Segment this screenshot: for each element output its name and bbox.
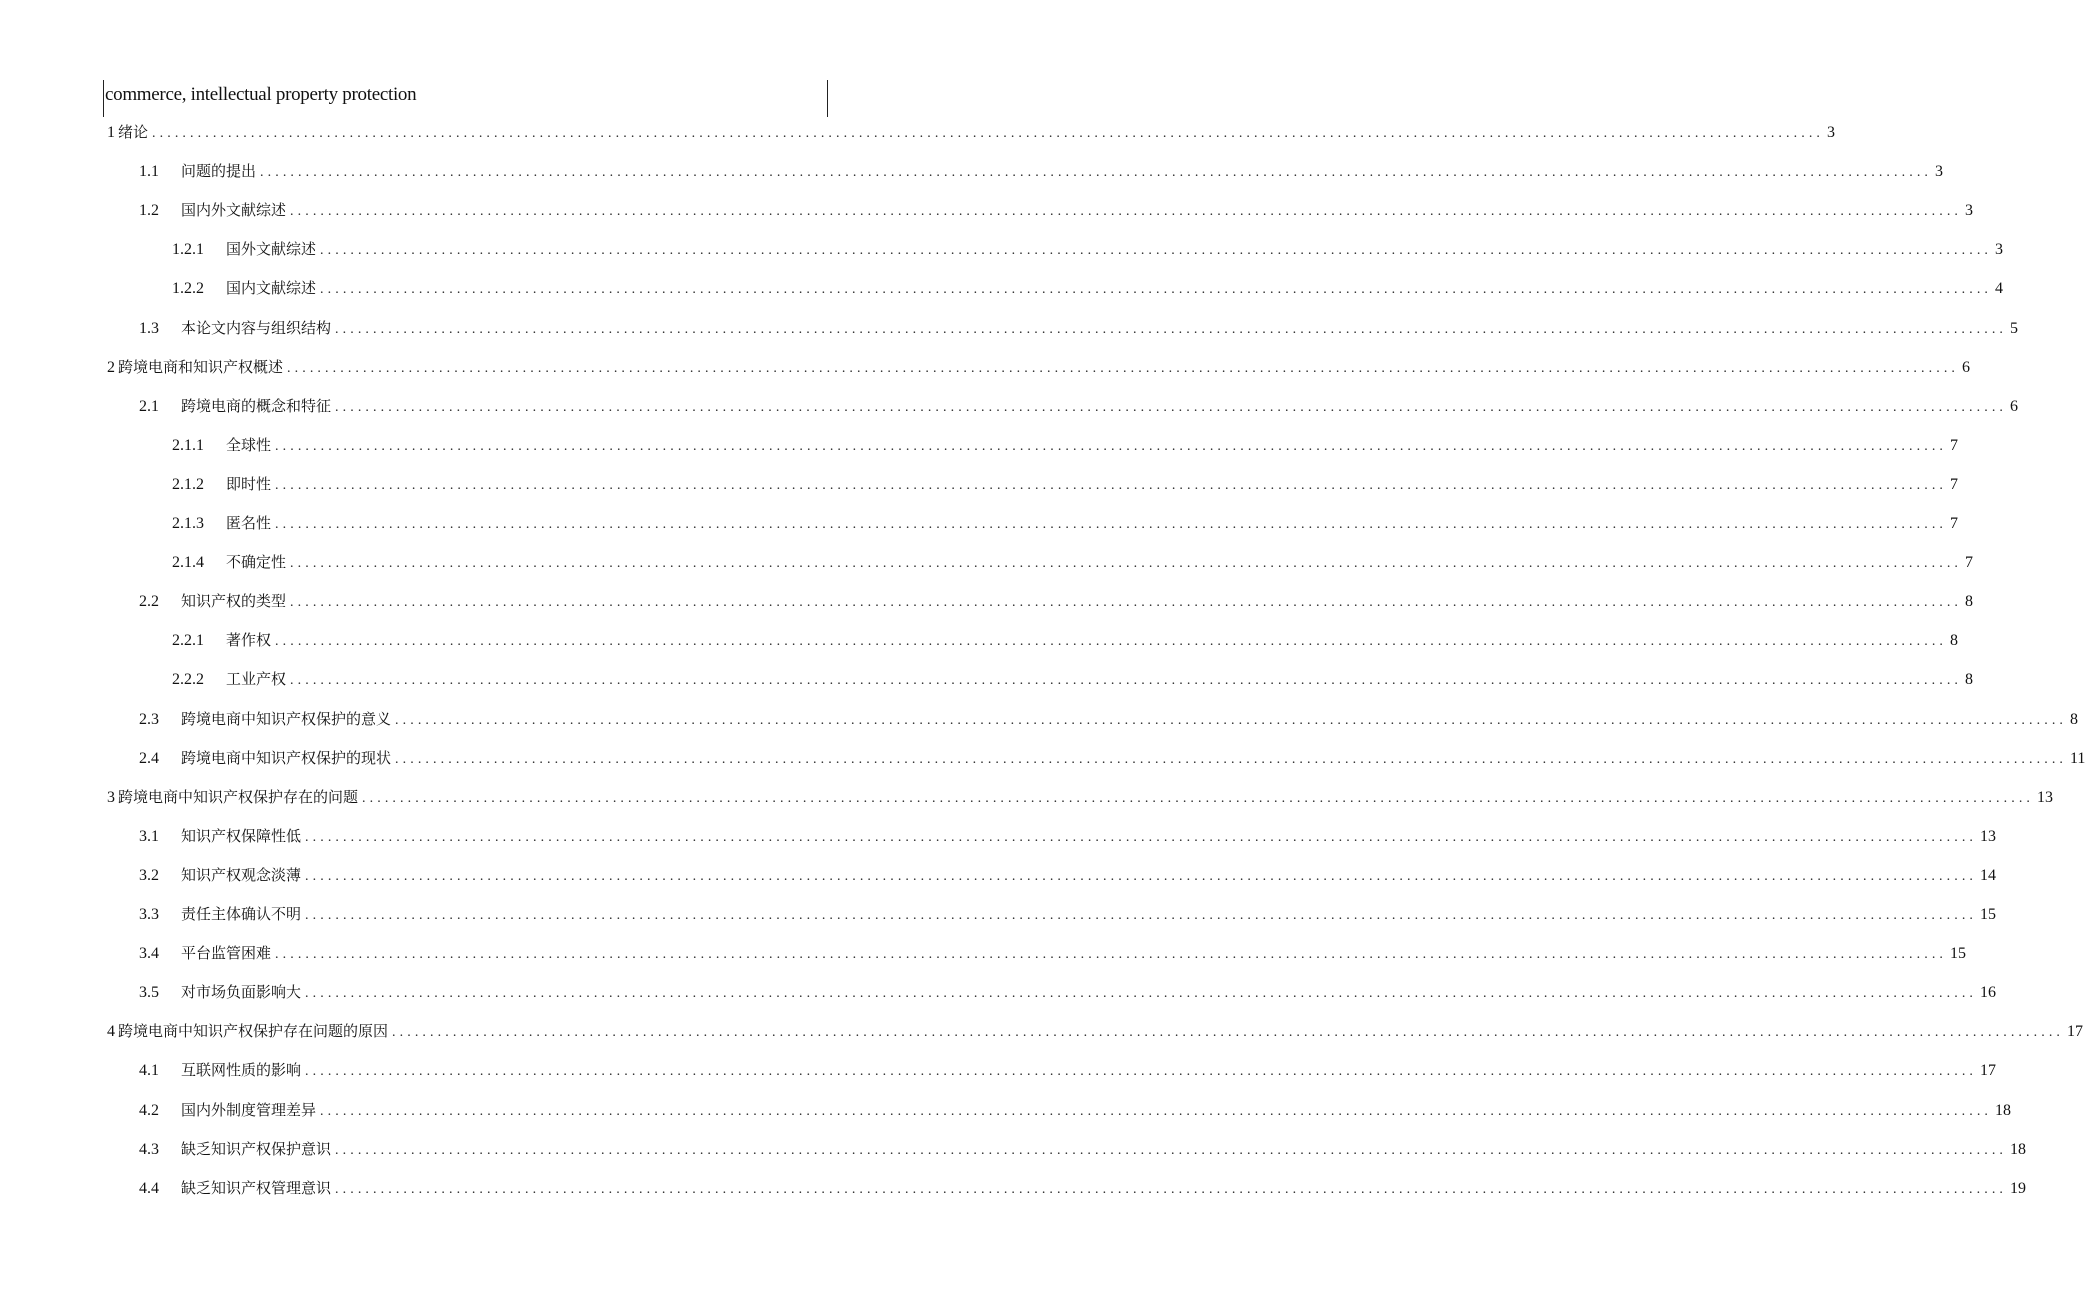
toc-entry[interactable] <box>139 393 2019 419</box>
toc-entry-title: 国外文献综述 <box>226 240 317 259</box>
toc-dot-leader: ............................................................................................................................................................................................................................ <box>275 634 1948 650</box>
toc-entry-number: 1 <box>107 124 115 141</box>
toc-entry-title: 知识产权保障性低 <box>181 826 302 845</box>
toc-entry-title: 国内外文献综述 <box>181 201 287 220</box>
toc-entry-number: 3 <box>107 788 115 806</box>
toc-entry-page: 6 <box>1962 358 1971 376</box>
toc-entry-title: 跨境电商和知识产权概述 <box>118 357 284 376</box>
toc-entry-number: 1.1 <box>139 163 159 181</box>
toc-entry-number: 4.1 <box>139 1062 159 1080</box>
toc-entry-page: 11 <box>2070 749 2085 767</box>
toc-entry-page: 18 <box>1995 1101 2012 1119</box>
toc-dot-leader: ............................................................................................................................................................................................................................ <box>305 908 1978 923</box>
toc-entry-page: 7 <box>1950 436 1959 454</box>
toc-entry-page: 4 <box>1995 280 2004 298</box>
toc-entry-number: 2 <box>107 358 115 376</box>
toc-dot-leader: ............................................................................................................................................................................................................................ <box>335 399 2008 415</box>
toc-entry-page: 8 <box>1965 671 1974 689</box>
toc-entry-number: 4.3 <box>139 1140 159 1158</box>
toc-entry-title: 国内外制度管理差异 <box>181 1100 317 1119</box>
toc-dot-leader: ............................................................................................................................................................................................................................ <box>305 986 1978 1002</box>
toc-entry-page: 3 <box>1935 163 1944 181</box>
toc-entry[interactable] <box>139 940 1967 966</box>
toc-entry[interactable] <box>139 1097 2012 1123</box>
toc-entry-number: 4.4 <box>139 1179 159 1197</box>
toc-entry-title: 知识产权的类型 <box>181 592 287 611</box>
toc-entry[interactable] <box>139 158 1944 184</box>
toc-entry[interactable] <box>139 979 1997 1005</box>
toc-entry[interactable] <box>172 275 2004 301</box>
toc-entry-number: 2.4 <box>139 749 159 767</box>
toc-dot-leader: ............................................................................................................................................................................................................................ <box>320 243 1993 259</box>
toc-entry[interactable] <box>172 549 1974 575</box>
toc-entry-number: 2.1.2 <box>172 475 204 493</box>
toc-entry-page: 13 <box>2037 788 2054 806</box>
toc-dot-leader: ............................................................................................................................................................................................................................ <box>320 282 1993 298</box>
toc-entry-title: 问题的提出 <box>181 162 257 181</box>
toc-entry[interactable] <box>107 784 2054 810</box>
toc-entry-number: 1.2.1 <box>172 241 204 259</box>
toc-dot-leader: ............................................................................................................................................................................................................................ <box>152 126 1825 141</box>
toc-entry[interactable] <box>172 510 1959 536</box>
toc-dot-leader: ............................................................................................................................................................................................................................ <box>275 517 1948 532</box>
toc-entry-number: 1.3 <box>139 319 159 337</box>
toc-entry-title: 跨境电商中知识产权保护存在问题的原因 <box>118 1022 389 1041</box>
toc-entry-number: 4.2 <box>139 1101 159 1119</box>
toc-entry-title: 缺乏知识产权保护意识 <box>181 1139 332 1158</box>
toc-entry-title: 即时性 <box>226 474 272 493</box>
toc-entry-number: 2.2.2 <box>172 671 204 689</box>
toc-dot-leader: ............................................................................................................................................................................................................................ <box>362 790 2035 806</box>
toc-entry-page: 6 <box>2010 397 2019 415</box>
toc-entry-title: 缺乏知识产权管理意识 <box>181 1178 332 1197</box>
toc-entry[interactable] <box>139 1057 1997 1083</box>
toc-entry-title: 跨境电商中知识产权保护的意义 <box>181 709 392 728</box>
toc-entry-title: 工业产权 <box>226 670 287 689</box>
toc-entry-page: 3 <box>1827 124 1836 141</box>
toc-entry-number: 3.1 <box>139 827 159 845</box>
toc-entry-title: 平台监管困难 <box>181 944 272 963</box>
toc-entry-title: 国内文献综述 <box>226 279 317 298</box>
toc-dot-leader: ............................................................................................................................................................................................................................ <box>290 204 1963 220</box>
toc-dot-leader: ............................................................................................................................................................................................................................ <box>395 712 2068 728</box>
toc-entry[interactable] <box>139 745 2085 771</box>
toc-dot-leader: ............................................................................................................................................................................................................................ <box>290 595 1963 611</box>
toc-entry-page: 17 <box>2067 1023 2084 1041</box>
toc-dot-leader: ............................................................................................................................................................................................................................ <box>395 751 2068 767</box>
toc-entry-title: 绪论 <box>118 123 149 141</box>
toc-entry[interactable] <box>172 432 1959 458</box>
toc-entry-number: 3.5 <box>139 984 159 1002</box>
toc-dot-leader: ............................................................................................................................................................................................................................ <box>275 477 1948 493</box>
toc-entry-title: 责任主体确认不明 <box>181 905 302 923</box>
toc-dot-leader: ............................................................................................................................................................................................................................ <box>290 556 1963 572</box>
toc-entry-number: 3.3 <box>139 906 159 923</box>
toc-entry-number: 2.2.1 <box>172 632 204 650</box>
toc-entry-page: 14 <box>1980 866 1997 884</box>
toc-entry-title: 知识产权观念淡薄 <box>181 865 302 884</box>
toc-entry-page: 17 <box>1980 1062 1997 1080</box>
toc-entry-page: 7 <box>1965 554 1974 572</box>
toc-entry[interactable] <box>172 236 2004 262</box>
toc-entry-page: 3 <box>1995 241 2004 259</box>
toc-dot-leader: ............................................................................................................................................................................................................................ <box>335 1181 2008 1197</box>
toc-entry[interactable] <box>107 354 1971 380</box>
toc-entry-number: 4 <box>107 1023 115 1041</box>
toc-entry-page: 8 <box>1965 593 1974 611</box>
toc-entry[interactable] <box>139 1136 2027 1162</box>
toc-entry-number: 2.3 <box>139 710 159 728</box>
toc-entry-number: 1.2 <box>139 202 159 220</box>
toc-dot-leader: ............................................................................................................................................................................................................................ <box>305 1064 1978 1080</box>
toc-entry-title: 互联网性质的影响 <box>181 1061 302 1080</box>
toc-entry-title: 跨境电商的概念和特征 <box>181 396 332 415</box>
toc-entry-page: 7 <box>1950 475 1959 493</box>
toc-entry-page: 3 <box>1965 202 1974 220</box>
toc-entry-page: 15 <box>1950 945 1967 963</box>
toc-dot-leader: ............................................................................................................................................................................................................................ <box>392 1025 2065 1041</box>
toc-entry-number: 2.2 <box>139 593 159 611</box>
toc-entry-page: 8 <box>2070 710 2079 728</box>
toc-entry-number: 2.1 <box>139 397 159 415</box>
toc-dot-leader: ............................................................................................................................................................................................................................ <box>290 673 1963 689</box>
toc-entry-title: 跨境电商中知识产权保护的现状 <box>181 748 392 767</box>
toc-entry[interactable] <box>139 901 1997 927</box>
toc-entry-title: 跨境电商中知识产权保护存在的问题 <box>118 787 359 806</box>
toc-dot-leader: ............................................................................................................................................................................................................................ <box>305 868 1978 884</box>
toc-entry-number: 2.1.1 <box>172 436 204 454</box>
toc-entry-page: 7 <box>1950 515 1959 532</box>
toc-entry-title: 对市场负面影响大 <box>181 983 302 1002</box>
toc-entry[interactable] <box>172 666 1974 692</box>
toc-dot-leader: ............................................................................................................................................................................................................................ <box>275 438 1948 454</box>
toc-entry[interactable] <box>139 315 2019 341</box>
toc-entry-number: 3.2 <box>139 866 159 884</box>
toc-dot-leader: ............................................................................................................................................................................................................................ <box>320 1103 1993 1119</box>
toc-entry-title: 全球性 <box>226 435 272 454</box>
toc-entry[interactable] <box>139 197 1974 223</box>
toc-entry-title: 不确定性 <box>226 553 287 572</box>
toc-entry[interactable] <box>139 823 1997 849</box>
toc-entry-number: 3.4 <box>139 945 159 963</box>
toc-dot-leader: ............................................................................................................................................................................................................................ <box>260 165 1933 181</box>
toc-entry[interactable] <box>107 119 1836 145</box>
toc-entry[interactable] <box>139 862 1997 888</box>
toc-entry-title: 匿名性 <box>226 514 272 532</box>
toc-entry[interactable] <box>172 471 1959 497</box>
toc-entry-page: 19 <box>2010 1179 2027 1197</box>
toc-entry[interactable] <box>139 588 1974 614</box>
toc-dot-leader: ............................................................................................................................................................................................................................ <box>335 321 2008 337</box>
toc-entry-title: 本论文内容与组织结构 <box>181 318 332 337</box>
toc-entry[interactable] <box>107 1018 2084 1044</box>
toc-entry[interactable] <box>139 706 2079 732</box>
toc-entry-page: 5 <box>2010 319 2019 337</box>
toc-dot-leader: ............................................................................................................................................................................................................................ <box>287 360 1960 376</box>
toc-entry-number: 2.1.3 <box>172 515 204 532</box>
toc-dot-leader: ............................................................................................................................................................................................................................ <box>335 1142 2008 1158</box>
toc-dot-leader: ............................................................................................................................................................................................................................ <box>305 829 1978 845</box>
toc-entry-number: 2.1.4 <box>172 554 204 572</box>
toc-entry-title: 著作权 <box>226 631 272 650</box>
toc-entry-page: 18 <box>2010 1140 2027 1158</box>
toc-entry-page: 13 <box>1980 827 1997 845</box>
toc-entry[interactable] <box>139 1175 2027 1201</box>
toc-entry[interactable] <box>172 627 1959 653</box>
keywords-line: commerce, intellectual property protection <box>105 84 417 105</box>
toc-dot-leader: ............................................................................................................................................................................................................................ <box>275 947 1948 963</box>
toc-entry-page: 15 <box>1980 906 1997 923</box>
toc-entry-page: 16 <box>1980 984 1997 1002</box>
toc-entry-page: 8 <box>1950 632 1959 650</box>
toc-entry-number: 1.2.2 <box>172 280 204 298</box>
